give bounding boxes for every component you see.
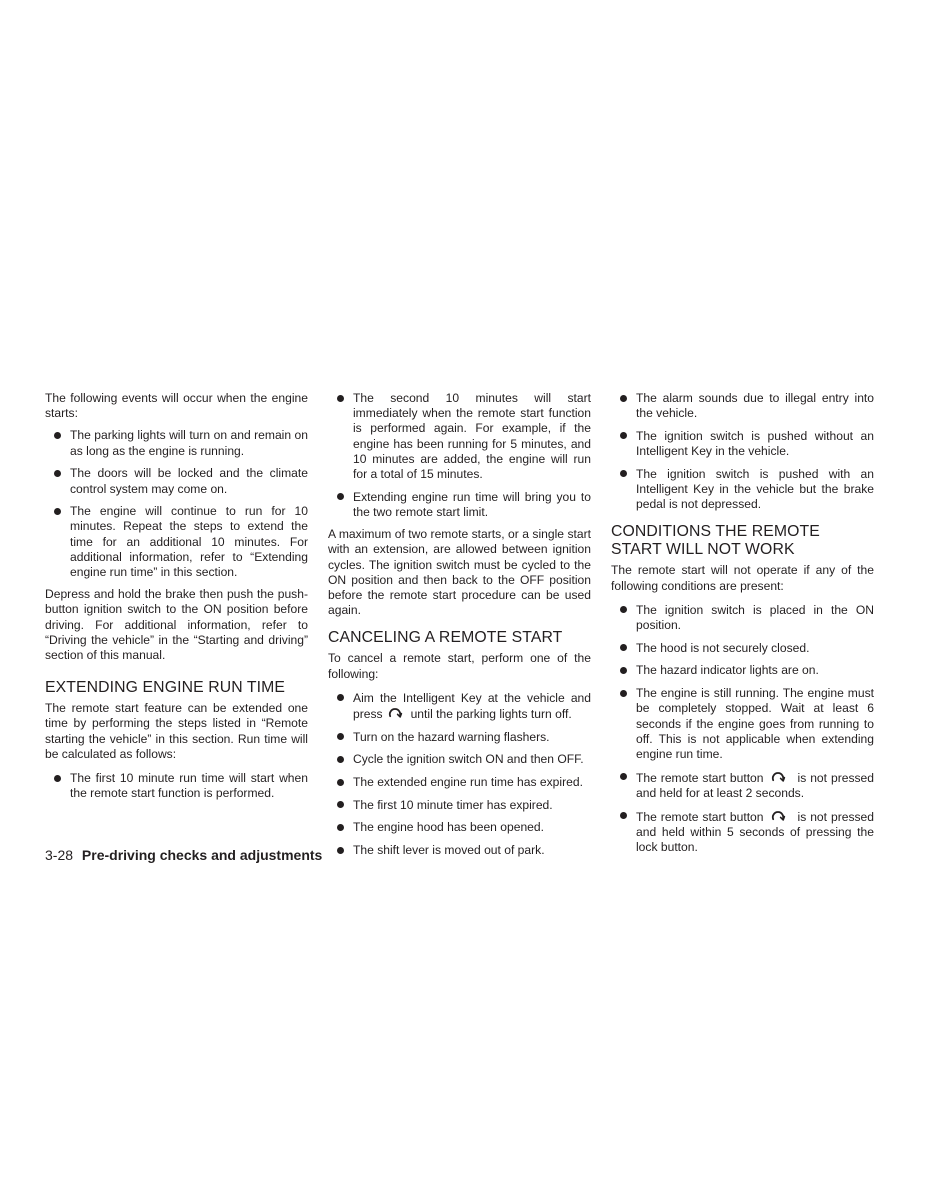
heading-conditions: CONDITIONS THE REMOTE START WILL NOT WORK [611,523,820,559]
column-3 [611,391,874,863]
bullet-icon [337,847,344,854]
list-item: Extending engine run time will bring you to the two remote start limit. [328,490,591,520]
column-2 [328,391,591,866]
list-item: The shift lever is moved out of park. [328,843,591,858]
list-item: The ignition switch is placed in the ON position. [611,603,874,633]
list-item: The extended engine run time has expired. [328,775,591,790]
list-item: The doors will be locked and the climate control system may come on. [45,466,308,496]
runtime-list-continued [328,391,591,520]
bullet-icon [54,470,61,477]
bullet-icon [54,432,61,439]
bullet-icon [337,779,344,786]
list-item: The alarm sounds due to illegal entry into the vehicle. [611,391,874,421]
list-item: The remote start button is not pressed and held for at least 2 seconds. [611,770,874,801]
list-item: The ignition switch is pushed without an Intelligent Key in the vehicle. [611,429,874,459]
bullet-icon [620,644,627,651]
remote-start-icon [770,809,786,823]
cancel-list [328,691,591,859]
bullet-icon [337,395,344,402]
bullet-icon [620,812,627,819]
bullet-icon [337,824,344,831]
list-item: The ignition switch is pushed with an Intelligent Key in the vehicle but the brake pedal is not depressed. [611,467,874,513]
runtime-list [45,771,308,801]
remote-start-icon [387,706,403,720]
bullet-icon [54,775,61,782]
cancel-list-continued [611,391,874,512]
list-item: Aim the Intelligent Key at the vehicle and press until the parking lights turn off. [328,691,591,722]
bullet-icon [337,694,344,701]
list-item: The parking lights will turn on and remain on as long as the engine is running. [45,428,308,458]
bullet-icon [620,470,627,477]
extending-paragraph: The remote start feature can be extended one time by performing the steps listed in “Remote starting the vehicle” in this section. Run time will be calculated as follows: [45,701,308,761]
bullet-icon [620,690,627,697]
bullet-icon [620,432,627,439]
bullet-icon [54,508,61,515]
remote-start-icon [770,770,786,784]
list-item: The remote start button is not pressed and held within 5 seconds of pressing the lock button. [611,809,874,856]
section-title: Pre-driving checks and adjustments [81,847,323,863]
bullet-icon [337,493,344,500]
list-item: The hazard indicator lights are on. [611,663,874,678]
list-item: The first 10 minute run time will start when the remote start function is performed. [45,771,308,801]
bullet-icon [620,667,627,674]
list-item: The hood is not securely closed. [611,641,874,656]
bullet-icon [620,395,627,402]
list-item: The first 10 minute timer has expired. [328,798,591,813]
list-item: The engine will continue to run for 10 minutes. Repeat the steps to extend the time for an additional 10 minutes. For additional information, refer to “Extending engine run time” in this section. [45,504,308,580]
conditions-list [611,603,874,855]
bullet-icon [337,756,344,763]
list-item: The engine is still running. The engine must be completely stopped. Wait at least 6 seconds if the engine goes from running to off. This is not applicable when extending engine run time. [611,686,874,762]
bullet-icon [337,733,344,740]
conditions-intro-paragraph: The remote start will not operate if any of the following conditions are present: [611,563,874,593]
bullet-icon [337,801,344,808]
bullet-icon [620,606,627,613]
list-item: Cycle the ignition switch ON and then OFF. [328,752,591,767]
cancel-intro-paragraph: To cancel a remote start, perform one of the following: [328,651,591,681]
heading-canceling: CANCELING A REMOTE START [328,629,563,647]
engine-start-events-list [45,428,308,580]
column-1 [45,391,308,809]
depress-paragraph: Depress and hold the brake then push the push-button ignition switch to the ON position before driving. For additional information, refer to “Driving the vehicle” in the “Starting and driving” section of this manual. [45,587,308,663]
bullet-icon [620,773,627,780]
heading-extending: EXTENDING ENGINE RUN TIME [45,679,286,697]
intro-paragraph: The following events will occur when the engine starts: [45,391,308,421]
list-item: The second 10 minutes will start immediately when the remote start function is performed again. For example, if the engine has been running for 5 minutes, and 10 minutes are added, the engine will run for a total of 15 minutes. [328,391,591,482]
page-footer [45,846,322,864]
list-item: The engine hood has been opened. [328,820,591,835]
list-item: Turn on the hazard warning flashers. [328,730,591,745]
maximum-paragraph: A maximum of two remote starts, or a single start with an extension, are allowed between ignition cycles. The ignition switch must be cycled to the ON position and then back to the OFF position before the remote start procedure can be used again. [328,527,591,618]
page-number: 3-28 [45,847,74,863]
